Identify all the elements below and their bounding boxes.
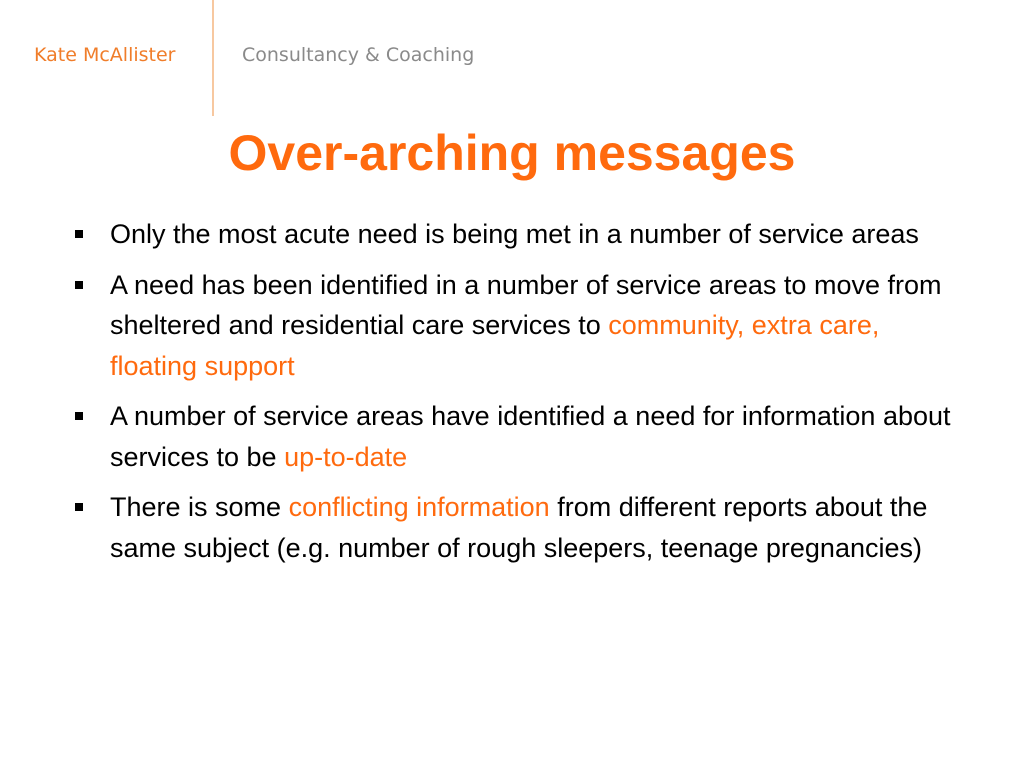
square-bullet-icon bbox=[75, 230, 83, 238]
square-bullet-icon bbox=[75, 281, 83, 289]
bullet-text: A number of service areas have identified a need for information about services to be bbox=[110, 401, 951, 472]
slide-title: Over-arching messages bbox=[228, 125, 796, 181]
bullet-item bbox=[72, 396, 972, 477]
bullet-list bbox=[72, 214, 972, 578]
bullet-item bbox=[72, 214, 972, 255]
bullet-text: Only the most acute need is being met in a number of service areas bbox=[110, 219, 919, 249]
brand-name: Kate McAllister bbox=[34, 44, 176, 66]
bullet-highlight: community, extra care, floating support bbox=[110, 310, 880, 381]
bullet-item bbox=[72, 265, 972, 387]
bullet-text: There is some bbox=[110, 492, 289, 522]
square-bullet-icon bbox=[75, 503, 83, 511]
square-bullet-icon bbox=[75, 412, 83, 420]
bullet-text: A need has been identified in a number of service areas to move from sheltered and residential care services to bbox=[110, 269, 942, 340]
bullet-item bbox=[72, 487, 972, 568]
bullet-highlight: conflicting information bbox=[288, 492, 550, 522]
bullet-text-after: from different reports about the same subject (e.g. number of rough sleepers, teenage pregnancies) bbox=[110, 492, 928, 563]
brand-tagline: Consultancy & Coaching bbox=[242, 44, 475, 66]
brand-divider bbox=[212, 0, 214, 116]
bullet-highlight: up-to-date bbox=[284, 441, 408, 472]
